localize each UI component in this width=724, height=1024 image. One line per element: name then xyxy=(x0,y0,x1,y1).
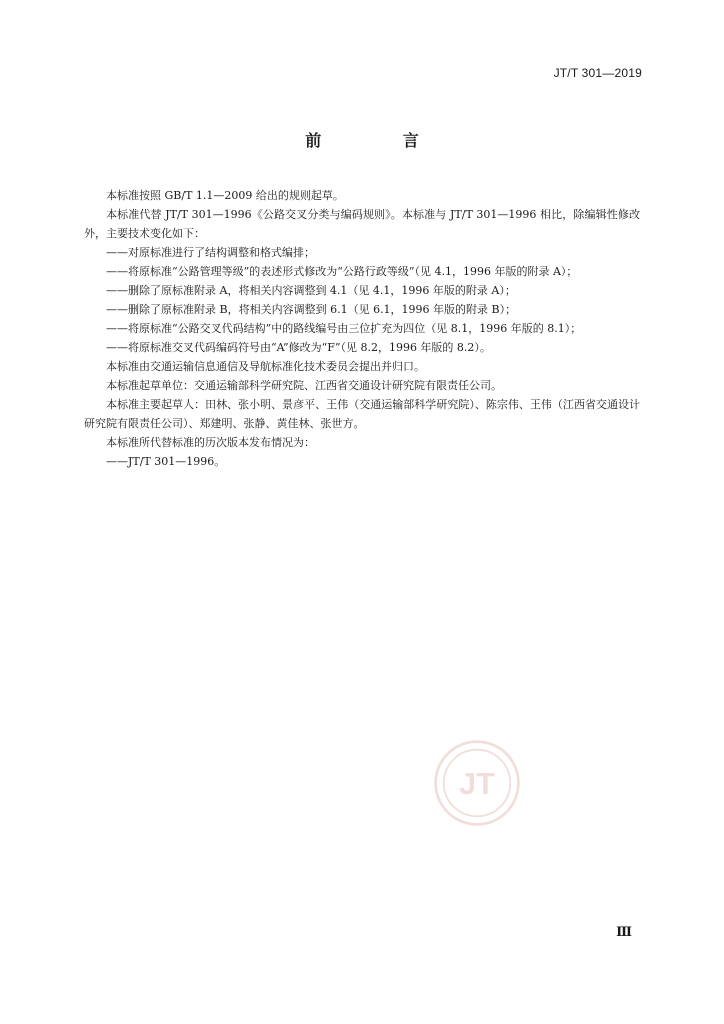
paragraph: 本标准主要起草人：田林、张小明、景彦平、王伟（交通运输部科学研究院）、陈宗伟、王伟（江西省交通设计研究院有限责任公司）、郑建明、张静、黄佳林、张世方。 xyxy=(84,398,640,430)
paragraph: 本标准代替 JT/T 301—1996《公路交叉分类与编码规则》。本标准与 JT/T 301—1996 相比，除编辑性修改外，主要技术变化如下： xyxy=(84,208,640,240)
watermark-text: JT xyxy=(459,766,495,801)
page-title: 前 言 xyxy=(305,131,457,150)
jt-watermark-logo xyxy=(432,738,522,828)
list-item: ——将原标准“公路管理等级”的表述形式修改为“公路行政等级”（见 4.1，1996 年版的附录 A）； xyxy=(106,265,578,278)
paragraph: 本标准由交通运输信息通信及导航标准化技术委员会提出并归口。 xyxy=(106,360,425,373)
paragraph: 本标准所代替标准的历次版本发布情况为： xyxy=(106,436,315,449)
list-item: ——删除了原标准附录 B，将相关内容调整到 6.1（见 6.1，1996 年版的附录 B）； xyxy=(106,303,517,316)
list-item: ——删除了原标准附录 A，将相关内容调整到 4.1（见 4.1，1996 年版的附录 A）； xyxy=(106,284,516,297)
list-item: ——对原标准进行了结构调整和格式编排； xyxy=(106,246,315,259)
list-item: ——将原标准交叉代码编码符号由“A”修改为“F”（见 8.2，1996 年版的 8.2）。 xyxy=(106,341,491,354)
paragraph: 本标准起草单位：交通运输部科学研究院、江西省交通设计研究院有限责任公司。 xyxy=(106,379,502,392)
page-number: Ⅲ xyxy=(616,925,632,940)
list-item: ——JT/T 301—1996。 xyxy=(106,455,226,468)
foreword-body xyxy=(84,186,640,471)
paragraph: 本标准按照 GB/T 1.1—2009 给出的规则起草。 xyxy=(106,189,344,202)
standard-code-header: JT/T 301—2019 xyxy=(553,66,642,80)
list-item: ——将原标准“公路交叉代码结构”中的路线编号由三位扩充为四位（见 8.1，1996 年版的 8.1）； xyxy=(106,322,582,335)
